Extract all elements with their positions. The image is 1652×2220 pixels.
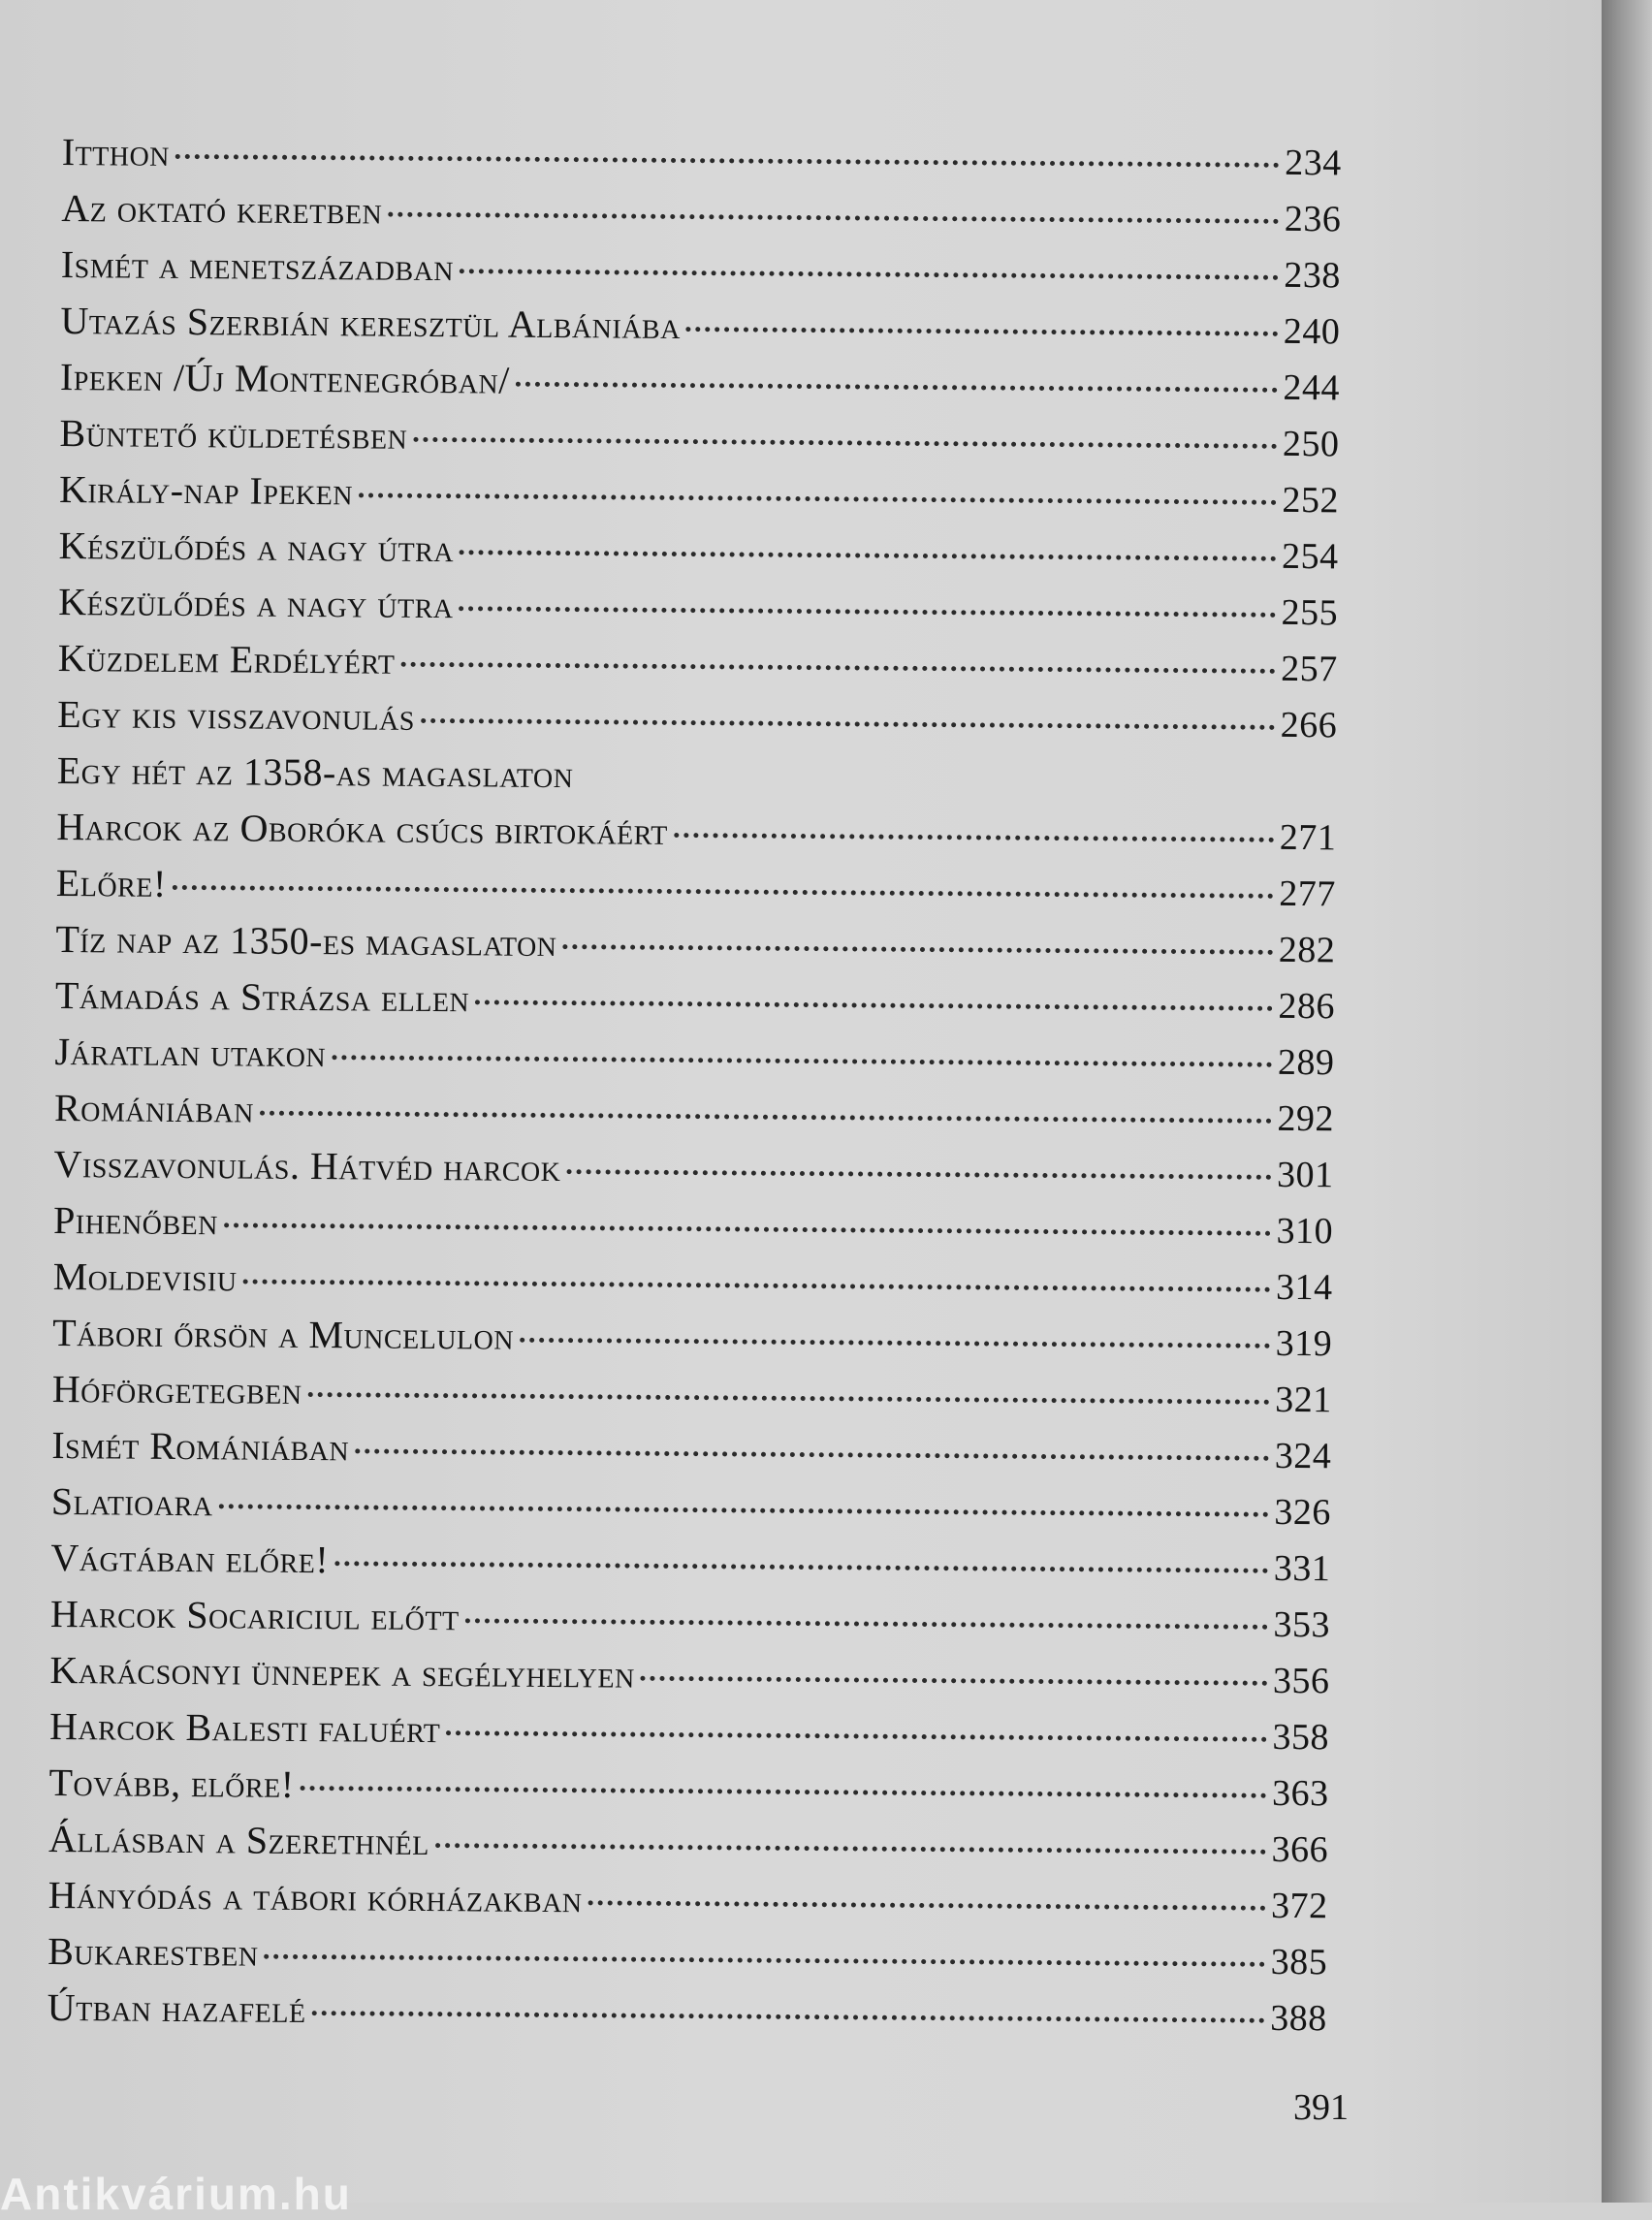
toc-entry-title: Járatlan utakon bbox=[54, 1029, 327, 1076]
toc-entry-title: Vágtában előre! bbox=[50, 1535, 330, 1582]
book-binding-edge bbox=[1602, 0, 1652, 2203]
dot-leader bbox=[421, 718, 1275, 730]
toc-entry-title: Támadás a Strázsa ellen bbox=[54, 972, 470, 1021]
toc-entry-title: Visszavonulás. Hátvéd harcok bbox=[53, 1141, 561, 1190]
toc-entry-title: Tovább, előre! bbox=[48, 1760, 295, 1806]
toc-entry-page: 366 bbox=[1271, 1828, 1329, 1871]
toc-entry bbox=[49, 1703, 1329, 1769]
dot-leader bbox=[460, 269, 1278, 280]
toc-entry-page: 238 bbox=[1284, 254, 1342, 297]
dot-leader bbox=[435, 1843, 1266, 1855]
toc-entry-title: Utazás Szerbián keresztül Albániába bbox=[60, 298, 682, 348]
toc-entry-page: 292 bbox=[1277, 1097, 1335, 1140]
dot-leader bbox=[359, 492, 1276, 504]
toc-entry-title: Harcok az Oboróka csúcs birtokáért bbox=[56, 804, 669, 853]
dot-leader bbox=[334, 1561, 1268, 1573]
dot-leader bbox=[301, 1786, 1267, 1798]
toc-entry bbox=[53, 1141, 1333, 1207]
toc-entry-page: 310 bbox=[1276, 1210, 1334, 1253]
dot-leader bbox=[475, 999, 1272, 1010]
toc-entry bbox=[51, 1478, 1331, 1544]
toc-entry-page: 250 bbox=[1282, 423, 1340, 465]
toc-entry-title: Harcok Socariciul előtt bbox=[49, 1591, 460, 1639]
toc-entry-title: Ismét a menetszázadban bbox=[60, 241, 455, 290]
dot-leader bbox=[446, 1730, 1266, 1742]
toc-entry bbox=[52, 1310, 1332, 1376]
toc-entry bbox=[57, 635, 1337, 701]
toc-entry-page: 319 bbox=[1275, 1322, 1333, 1365]
toc-entry bbox=[51, 1422, 1331, 1488]
toc-entry-page: 353 bbox=[1273, 1603, 1331, 1646]
toc-entry-title: Tábori őrsön a Muncelulon bbox=[52, 1310, 515, 1358]
toc-entry-page: 388 bbox=[1270, 1997, 1327, 2040]
toc-entry-title: Előre! bbox=[55, 860, 167, 905]
toc-entry bbox=[50, 1591, 1330, 1657]
toc-entry bbox=[54, 1085, 1334, 1151]
toc-entry-title: Büntető küldetésben bbox=[59, 410, 408, 458]
toc-entry bbox=[57, 747, 1337, 813]
watermark: Antikvárium.hu bbox=[0, 2169, 352, 2219]
toc-entry-title: Harcok Balesti faluért bbox=[48, 1703, 441, 1752]
dot-leader bbox=[400, 662, 1275, 674]
toc-entry-title: Hányódás a tábori kórházakban bbox=[48, 1872, 583, 1921]
toc-entry bbox=[48, 1984, 1327, 2050]
toc-entry-title: Király-nap Ipeken bbox=[58, 466, 354, 514]
dot-leader bbox=[224, 1222, 1271, 1235]
dot-leader bbox=[175, 154, 1279, 168]
toc-entry bbox=[52, 1366, 1332, 1432]
dot-leader bbox=[641, 1676, 1267, 1686]
toc-entry bbox=[55, 916, 1335, 982]
toc-entry-page: 266 bbox=[1280, 704, 1338, 746]
toc-entry-title: Moldevisiu bbox=[52, 1253, 238, 1300]
toc-entry bbox=[50, 1535, 1330, 1601]
toc-entry bbox=[48, 1928, 1327, 1994]
toc-entry-title: Egy hét az 1358-as magaslaton bbox=[56, 747, 574, 797]
dot-leader bbox=[388, 212, 1279, 224]
toc-entry-page: 252 bbox=[1282, 479, 1340, 522]
toc-entry bbox=[59, 410, 1339, 476]
toc-entry-page: 314 bbox=[1275, 1266, 1333, 1309]
toc-entry-title: Hóförgetegben bbox=[51, 1366, 302, 1412]
dot-leader bbox=[562, 944, 1272, 955]
toc-entry-title: Egy kis visszavonulás bbox=[57, 691, 416, 739]
toc-entry bbox=[61, 185, 1341, 251]
toc-entry-page: 363 bbox=[1271, 1772, 1329, 1815]
dot-leader bbox=[260, 1111, 1272, 1124]
dot-leader bbox=[588, 1900, 1266, 1910]
toc-entry-page: 289 bbox=[1277, 1041, 1335, 1084]
toc-entry-title: Állásban a Szerethnél bbox=[48, 1816, 430, 1864]
toc-entry-page: 234 bbox=[1285, 142, 1342, 184]
dot-leader bbox=[686, 327, 1278, 336]
dot-leader bbox=[516, 382, 1278, 393]
dot-leader bbox=[465, 1618, 1268, 1630]
toc-entry-title: Az oktató keretben bbox=[61, 185, 383, 233]
toc-entry bbox=[49, 1647, 1329, 1713]
toc-entry-title: Küzdelem Erdélyért bbox=[57, 635, 396, 682]
dot-leader bbox=[308, 1392, 1270, 1405]
dot-leader bbox=[264, 1954, 1264, 1967]
toc-entry bbox=[57, 691, 1337, 757]
toc-entry-title: Pihenőben bbox=[52, 1197, 219, 1244]
toc-entry-page: 385 bbox=[1270, 1941, 1328, 1983]
toc-entry-title: Ipeken /Új Montenegróban/ bbox=[59, 354, 510, 402]
toc-entry-page: 326 bbox=[1274, 1491, 1331, 1534]
toc-entry-title: Slatioara bbox=[50, 1478, 213, 1525]
dot-leader bbox=[355, 1448, 1269, 1460]
toc-entry-page: 358 bbox=[1272, 1716, 1330, 1759]
toc-entry-title: Tíz nap az 1350-es magaslaton bbox=[55, 916, 557, 966]
dot-leader bbox=[219, 1504, 1269, 1517]
toc-entry-page: 324 bbox=[1274, 1435, 1332, 1477]
toc-entry-title: Romániában bbox=[53, 1085, 255, 1131]
toc-entry-title: Itthon bbox=[61, 129, 171, 174]
toc-entry-title: Bukarestben bbox=[48, 1928, 259, 1975]
table-of-contents bbox=[48, 129, 1342, 2050]
toc-entry bbox=[61, 241, 1341, 307]
toc-entry bbox=[56, 860, 1336, 926]
toc-entry bbox=[60, 298, 1340, 364]
dot-leader bbox=[332, 1055, 1272, 1067]
dot-leader bbox=[173, 885, 1274, 899]
toc-entry-title: Ismét Romániában bbox=[51, 1422, 350, 1470]
toc-entry bbox=[59, 466, 1339, 532]
toc-entry bbox=[58, 523, 1338, 588]
toc-entry-page: 254 bbox=[1281, 535, 1339, 578]
toc-entry bbox=[54, 1029, 1334, 1094]
dot-leader bbox=[311, 2011, 1264, 2023]
toc-entry-page: 244 bbox=[1283, 366, 1341, 409]
toc-entry-title: Készülődés a nagy útra bbox=[58, 523, 455, 571]
toc-entry-page: 255 bbox=[1281, 591, 1339, 634]
toc-entry-page: 301 bbox=[1276, 1154, 1334, 1196]
toc-entry bbox=[60, 354, 1340, 420]
toc-entry-title: Készülődés a nagy útra bbox=[57, 579, 454, 627]
dot-leader bbox=[566, 1169, 1271, 1180]
dot-leader bbox=[460, 606, 1276, 618]
page-number: 391 bbox=[1293, 2087, 1349, 2128]
toc-entry bbox=[62, 129, 1342, 195]
dot-leader bbox=[520, 1338, 1270, 1348]
toc-entry-page: 257 bbox=[1281, 648, 1338, 690]
toc-entry bbox=[53, 1197, 1333, 1263]
toc-entry-page: 356 bbox=[1272, 1660, 1330, 1702]
toc-entry-page: 282 bbox=[1278, 929, 1336, 971]
toc-entry-page: 372 bbox=[1270, 1885, 1328, 1927]
dot-leader bbox=[243, 1280, 1271, 1292]
toc-entry bbox=[58, 579, 1338, 645]
toc-entry-title: Útban hazafelé bbox=[47, 1984, 306, 2032]
toc-entry bbox=[48, 1760, 1328, 1825]
toc-entry-page: 321 bbox=[1275, 1379, 1332, 1421]
dot-leader bbox=[460, 550, 1276, 561]
toc-entry-page: 277 bbox=[1279, 872, 1337, 915]
toc-entry bbox=[48, 1872, 1327, 1938]
toc-entry-page: 236 bbox=[1284, 198, 1342, 240]
dot-leader bbox=[674, 833, 1274, 842]
toc-entry-page: 331 bbox=[1273, 1547, 1331, 1590]
toc-entry-title: Karácsonyi ünnepek a segélyhelyen bbox=[49, 1647, 635, 1697]
toc-entry-page: 271 bbox=[1279, 816, 1337, 859]
toc-entry bbox=[48, 1816, 1328, 1882]
toc-entry bbox=[55, 972, 1335, 1038]
dot-leader bbox=[413, 437, 1277, 449]
toc-entry-page: 240 bbox=[1283, 310, 1341, 353]
toc-entry bbox=[52, 1253, 1332, 1319]
toc-entry bbox=[56, 804, 1336, 870]
toc-entry-page: 286 bbox=[1278, 985, 1336, 1028]
